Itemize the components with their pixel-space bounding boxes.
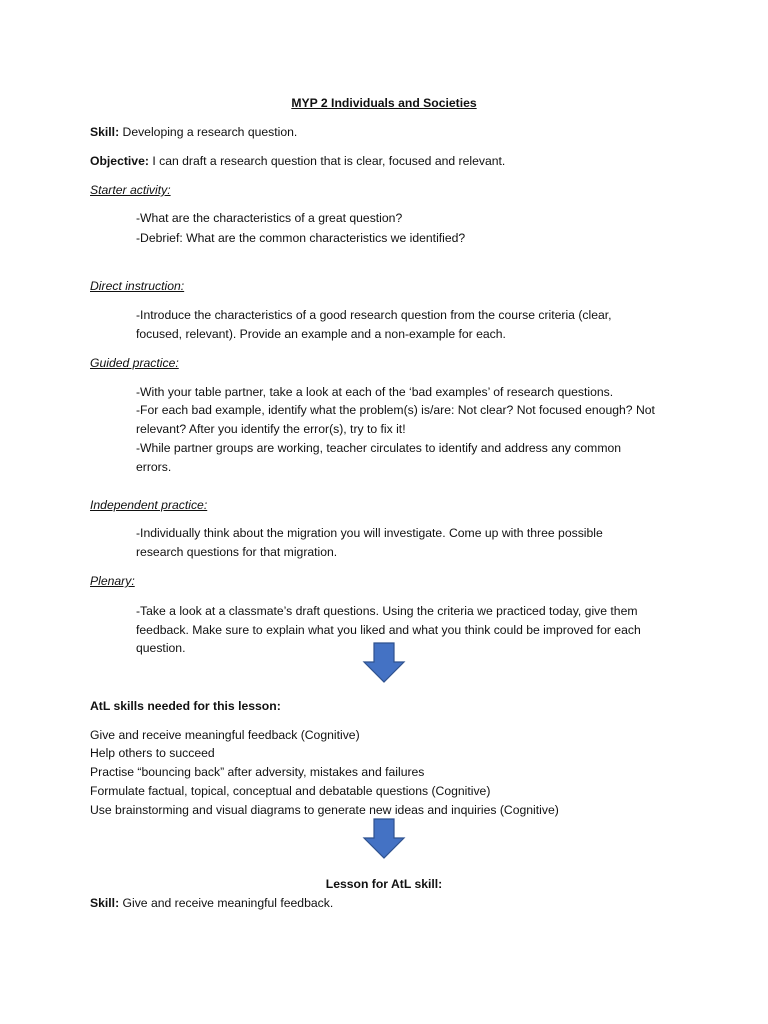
independent-heading: Independent practice:: [90, 498, 208, 512]
guided-line: relevant? After you identify the error(s), try to fix it!: [136, 422, 406, 436]
direct-line: focused, relevant). Provide an example and a non-example for each.: [136, 327, 506, 341]
guided-heading: Guided practice:: [90, 356, 179, 370]
skill-line: [90, 124, 297, 140]
direct-line: -Introduce the characteristics of a good research question from the course criteria (clear,: [136, 308, 612, 322]
atl-item: Help others to succeed: [90, 746, 215, 760]
plenary-line: feedback. Make sure to explain what you liked and what you think could be improved for each: [136, 623, 641, 637]
lesson-skill-label: Skill:: [90, 896, 120, 910]
independent-line: research questions for that migration.: [136, 545, 338, 559]
objective-label: Objective:: [90, 154, 149, 168]
page-title: MYP 2 Individuals and Societies: [291, 96, 477, 110]
guided-line: -While partner groups are working, teacher circulates to identify and address any common: [136, 441, 622, 455]
atl-item: Formulate factual, topical, conceptual and debatable questions (Cognitive): [90, 784, 491, 798]
lesson-skill-line: [90, 895, 333, 911]
starter-line: -Debrief: What are the common characteristics we identified?: [136, 231, 466, 245]
guided-line: errors.: [136, 460, 172, 474]
down-arrow-icon: [362, 642, 406, 684]
skill-label: Skill:: [90, 125, 120, 139]
plenary-heading: Plenary:: [90, 574, 135, 588]
down-arrow-icon: [362, 818, 406, 860]
lesson-heading: Lesson for AtL skill:: [325, 877, 443, 891]
direct-heading: Direct instruction:: [90, 279, 185, 293]
objective-line: [90, 153, 505, 169]
lesson-skill-value: Give and receive meaningful feedback.: [119, 896, 334, 910]
independent-line: -Individually think about the migration you will investigate. Come up with three possible: [136, 526, 603, 540]
plenary-line: question.: [136, 641, 186, 655]
atl-heading: AtL skills needed for this lesson:: [90, 699, 281, 713]
starter-heading: Starter activity:: [90, 183, 171, 197]
guided-line: -With your table partner, take a look at each of the ‘bad examples’ of research questions.: [136, 385, 614, 399]
skill-value: Developing a research question.: [119, 125, 298, 139]
atl-item: Use brainstorming and visual diagrams to generate new ideas and inquiries (Cognitive): [90, 803, 559, 817]
starter-line: -What are the characteristics of a great question?: [136, 211, 403, 225]
atl-item: Give and receive meaningful feedback (Cognitive): [90, 728, 360, 742]
objective-value: I can draft a research question that is clear, focused and relevant.: [148, 154, 506, 168]
guided-line: -For each bad example, identify what the problem(s) is/are: Not clear? Not focused enough? Not: [136, 403, 655, 417]
plenary-line: -Take a look at a classmate’s draft questions. Using the criteria we practiced today, give them: [136, 604, 638, 618]
atl-item: Practise “bouncing back” after adversity, mistakes and failures: [90, 765, 425, 779]
